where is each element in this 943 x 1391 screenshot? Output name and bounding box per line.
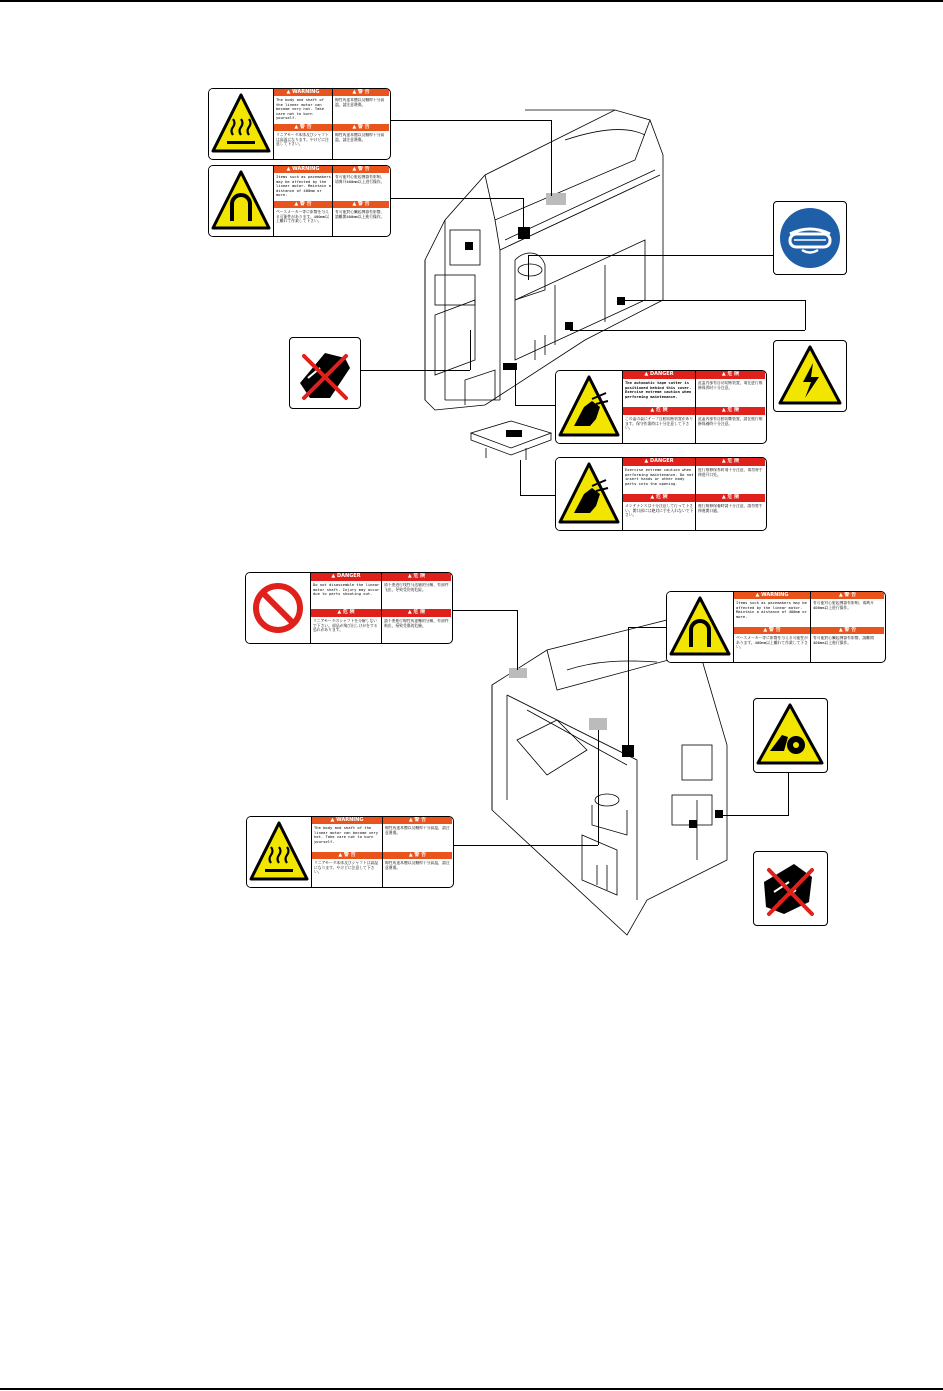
leader-line [620, 300, 805, 301]
magnetic-field-warning-label [208, 165, 391, 237]
danger-header: ▲ 危 険 [623, 407, 695, 415]
danger-text: この蓋の裏にテープ自動切断装置があります。保守作業時は十分注意して下さい。 [625, 417, 694, 431]
hot-surface-warning-label [246, 816, 454, 888]
leader-line [805, 300, 806, 330]
hand-cutting-icon [556, 458, 622, 530]
warning-text: リニアモータ本体及びシャフトは高温になります。やけどに注意して下さい。 [276, 133, 329, 147]
warning-header: ▲ 警 告 [333, 201, 389, 208]
warning-text: 有可能對心臟起搏器有影響，請離開400mm以上進行操作。 [335, 210, 385, 219]
warning-header: ▲ 警 告 [333, 166, 389, 173]
disassemble-danger-label [245, 572, 453, 644]
warning-text: The body and shaft of the linear motor can become very hot. Take care not to burn yourself. [276, 98, 325, 121]
warning-text: 線性馬達本體以及軸桿十分高溫，請注意燙傷。 [335, 133, 385, 142]
warning-header: ▲ WARNING [274, 89, 332, 96]
warning-header: ▲ 警 告 [383, 852, 452, 859]
leader-line [570, 330, 805, 331]
warning-header: ▲ 警 告 [333, 124, 389, 131]
leader-line [628, 627, 629, 747]
danger-header: ▲ 危 險 [696, 407, 765, 415]
leader-line [528, 255, 529, 280]
danger-text: 此盖内部有自动切断装置，请在进行维修保养时十分注意。 [698, 381, 763, 390]
electric-shock-icon [774, 341, 846, 411]
magnetic-field-icon [667, 592, 733, 662]
leader-line [515, 405, 555, 406]
no-touch-hand-icon [754, 852, 827, 925]
warning-text: 線性馬達本體以及軸桿十分高溫，請注意燙傷。 [385, 826, 450, 835]
cover-part-drawing [466, 418, 556, 468]
electric-shock-sign [773, 340, 847, 412]
leader-line [598, 730, 599, 845]
leader-line [520, 460, 521, 495]
no-touch-hand-icon [290, 338, 360, 408]
danger-header: ▲ 危 険 [696, 371, 765, 379]
tape-cutter-danger-label [555, 370, 767, 444]
warning-header: ▲ 警 告 [734, 627, 810, 634]
warning-text: 有可能对心脏起搏器有影响，请离开400mm以上进行操作。 [335, 175, 385, 184]
leader-line [451, 610, 518, 611]
danger-header: ▲ 危 險 [696, 494, 765, 502]
bottom-rule [0, 1388, 943, 1390]
leader-line [788, 770, 789, 815]
danger-text: 进行维修保养时请十分注意，请勿将手伸进开口处。 [698, 468, 763, 477]
leader-line [523, 198, 524, 233]
leader-line [715, 815, 789, 816]
warning-text: ペースメーカー等に影響を与える可能性があります。400mm以上離れて作業して下さい。 [736, 636, 808, 650]
warning-header: ▲ WARNING [274, 166, 332, 173]
danger-header: ▲ 危 險 [382, 609, 451, 617]
magnetic-field-warning-label [666, 591, 886, 663]
warning-header: ▲ 警 告 [811, 627, 884, 634]
opening-danger-label [555, 457, 767, 531]
leader-line [389, 120, 551, 121]
warning-text: 線性馬達本體以及軸桿十分高溫，請注意燙傷。 [385, 861, 450, 870]
hot-surface-icon [209, 89, 273, 159]
danger-text: リニアモータのシャフトを分解しないで下さい。部品が飛び出しけがをする恐れがあります。 [313, 619, 378, 633]
no-touch-sign [289, 337, 361, 409]
warning-text: リニアモータ本体及びシャフトは高温になります。やけどに注意して下さい。 [314, 861, 379, 875]
leader-line [528, 255, 773, 256]
warning-header: ▲ 警 告 [383, 817, 452, 824]
danger-text: メンテナンスは十分注意して行って下さい。開口部には絶対に手を入れないで下さい。 [625, 504, 694, 518]
prohibition-icon [246, 573, 310, 643]
warning-header: ▲ 警 告 [312, 852, 382, 859]
warning-text: 有可能對心臟起搏器有影響，請離開400mm以上進行操作。 [813, 636, 874, 645]
warning-header: ▲ 警 告 [811, 592, 884, 599]
danger-text: Exercise extreme caution when performing maintenance. Do not insert hands or other body parts into the opening. [625, 468, 694, 486]
warning-text: ペースメーカー等に影響を与える可能性があります。400mm以上離れて作業して下さい。 [276, 210, 329, 224]
danger-text: The automatic tape cutter is positioned behind this cover. Exercise extreme caution when performing maintenance. [625, 381, 692, 399]
top-rule [0, 0, 943, 2]
leader-line [628, 627, 666, 628]
wear-goggles-icon [774, 202, 846, 274]
leader-line [520, 495, 555, 496]
warning-text: Items such as pacemakers may be affected by the linear motor. Maintain a distance of 400mm or more. [736, 601, 807, 619]
warning-header: ▲ 警 告 [274, 201, 332, 208]
leader-line [515, 370, 516, 405]
hot-surface-warning-label [208, 88, 391, 160]
danger-header: ▲ 危 険 [696, 458, 765, 466]
danger-text: Do not disassemble the linear motor shaft. Injury may occur due to parts shooting out. [313, 583, 380, 597]
warning-text: 有可能对心脏起搏器有影响，请离开400mm以上进行操作。 [813, 601, 874, 610]
leader-line [551, 120, 552, 196]
warning-header: ▲ 警 告 [274, 124, 332, 131]
no-touch-sign [753, 851, 828, 926]
entanglement-gears-icon [754, 699, 827, 772]
magnetic-field-icon [209, 166, 273, 236]
leader-line [453, 845, 598, 846]
danger-header: ▲ 危 険 [623, 494, 695, 502]
leader-line [470, 330, 471, 370]
warning-text: The body and shaft of the linear motor can become very hot. Take care not to burn yourself. [314, 826, 379, 844]
warning-header: ▲ WARNING [734, 592, 810, 599]
leader-line [360, 370, 470, 371]
danger-text: 請不要進行線性馬達軸的分解，有部件飛出，導致受傷的危險。 [384, 619, 449, 628]
danger-header: ▲ 危 険 [382, 573, 451, 581]
hand-cutting-icon [556, 371, 622, 443]
danger-header: ▲ DANGER [623, 458, 695, 466]
warning-text: 線性馬達本體以及軸桿十分高溫，請注意燙傷。 [335, 98, 385, 107]
warning-text: Items such as pacemakers may be affected by the linear motor. Maintain a distance of 400mm or more. [276, 175, 331, 198]
danger-text: 此蓋內部有自動切斷裝置，請在進行維修保養時十分注意。 [698, 417, 763, 426]
hot-surface-icon [247, 817, 311, 887]
leader-line [389, 198, 524, 199]
danger-text: 進行維修保養時請十分注意，請勿將手伸進開口處。 [698, 504, 763, 513]
leader-line [517, 610, 518, 670]
danger-text: 请不要进行线性马达轴的分解，有部件飞出，导致受伤的危险。 [384, 583, 449, 592]
entanglement-sign [753, 698, 828, 773]
warning-header: ▲ WARNING [312, 817, 382, 824]
wear-goggles-sign [773, 201, 847, 275]
danger-header: ▲ 危 険 [311, 609, 381, 617]
warning-header: ▲ 警 告 [333, 89, 389, 96]
danger-header: ▲ DANGER [311, 573, 381, 581]
danger-header: ▲ DANGER [623, 371, 695, 379]
